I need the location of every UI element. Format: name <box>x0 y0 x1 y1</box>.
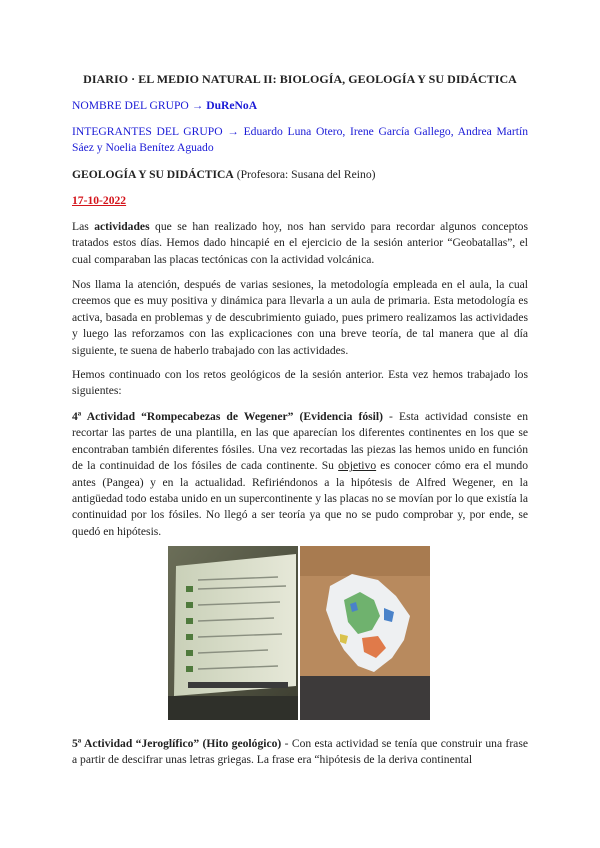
activity-photos <box>168 546 430 720</box>
p1-bold-activities: actividades <box>94 220 150 233</box>
p5-text-a: - Con esta actividad se tenía que construir una frase a partir de descifrar unas letras griegas. La frase era “hipótesis de la deriva continental <box>72 737 528 767</box>
pangea-puzzle-photo <box>300 546 430 720</box>
p4-underlined-objective: objetivo <box>338 459 377 473</box>
group-members-line <box>72 124 528 157</box>
paragraph-2: Nos llama la atención, después de varias sesiones, la metodología empleada en el aula, la cual creemos que es muy positiva y dinámica para llevarla a un aula de primaria. Esta metodología es activa, basada en problemas y de descubrimiento guiado, pues primero realizamos las actividades y luego las reforzamos con las explicaciones con una breve teoría, de tal manera que al día siguiente, te suena de haberlo trabajado con las actividades. <box>72 278 528 357</box>
entry-date: 17-10-2022 <box>72 194 127 207</box>
subject-line <box>72 167 528 183</box>
p4-text-b: es conocer cómo era el mundo antes (Pangea) y en la actualidad. Refiriéndonos a la hipótesis de Alfred Wegener, en la antigüedad todo estaba unido en un supercontinente y las placas no se movían por lo que existía la continuidad por los fósiles. No llegó a ser teoría ya que no se pudo comprobar y, por ende, se quedó en hipótesis. <box>72 459 528 538</box>
paragraph-3: Hemos continuado con los retos geológicos de la sesión anterior. Esta vez hemos trabajado los siguientes: <box>72 368 528 398</box>
members-label: INTEGRANTES DEL GRUPO → <box>72 125 244 138</box>
page-title: DIARIO · EL MEDIO NATURAL II: BIOLOGÍA, GEOLOGÍA Y SU DIDÁCTICA <box>83 72 517 86</box>
p4-text-a: - Esta actividad consiste en recortar las partes de una plantilla, en las que aparecían los diferentes continentes en los que se encontraban también diferentes fósiles. Una vez recortadas las piezas las hemos unido en función de la continuidad de los fósiles de cada continente. Su <box>72 410 529 473</box>
projector-slide-photo <box>168 546 298 720</box>
group-name: DuReNoA <box>206 99 258 112</box>
subject-name: GEOLOGÍA Y SU DIDÁCTICA <box>72 168 234 181</box>
members-names: Eduardo Luna Otero, Irene García Gallego, Andrea Martín Sáez y Noelia Benítez Aguado <box>72 125 528 155</box>
group-label: NOMBRE DEL GRUPO → <box>72 99 207 112</box>
subject-teacher: (Profesora: Susana del Reino) <box>233 168 376 181</box>
group-name-line <box>72 98 528 114</box>
p1-text-a: Las <box>72 220 95 233</box>
p1-text-c: que se han realizado hoy, nos han servido para recordar algunos conceptos tratados estos días. Hemos dado hincapié en el ejercicio de la sesión anterior “Geobatallas”, el cual comparaban las placas tectónicas con la actividad volcánica. <box>72 220 528 266</box>
activity-5-heading: 5ª Actividad “Jeroglífico” (Hito geológico) <box>72 737 282 750</box>
paragraph-5 <box>72 736 528 769</box>
activity-4-heading: 4ª Actividad “Rompecabezas de Wegener” (Evidencia fósil) <box>72 410 383 423</box>
paragraph-4 <box>72 409 528 540</box>
paragraph-1 <box>72 219 528 268</box>
